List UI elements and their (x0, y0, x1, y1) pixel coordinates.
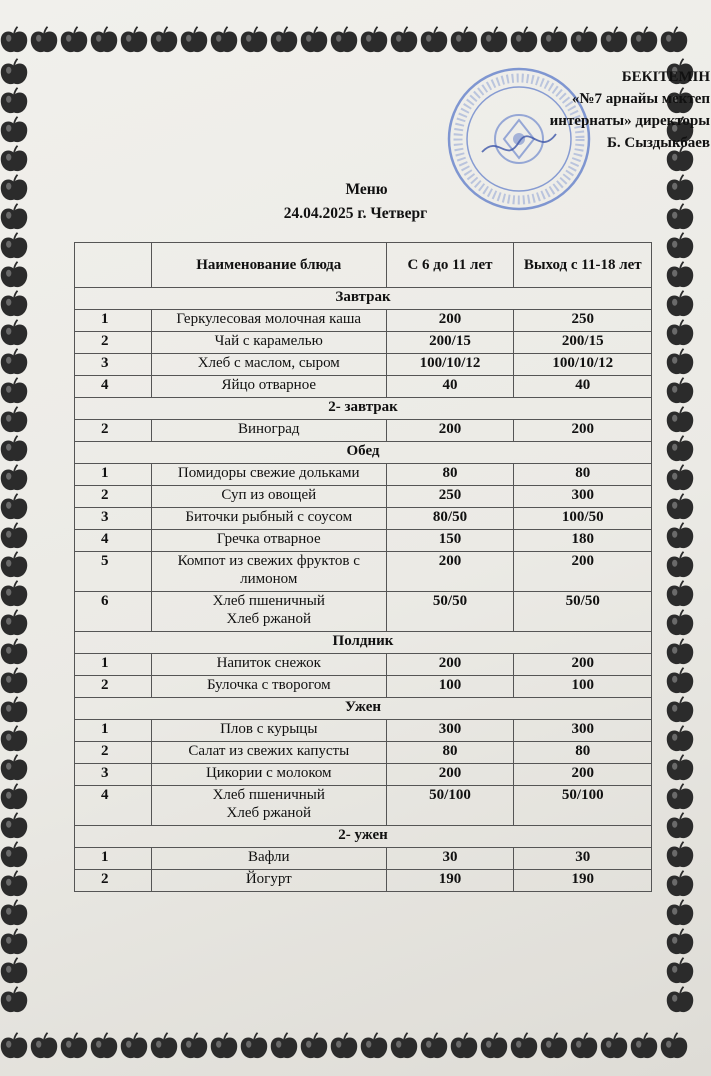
dish-name-line: Напиток снежок (216, 655, 321, 671)
apple-decoration-icon (1, 436, 27, 461)
apple-decoration-icon (241, 1033, 267, 1058)
portion-age-6-11: 80/50 (386, 508, 514, 530)
apple-decoration-icon (271, 27, 297, 52)
apple-decoration-icon (1, 378, 27, 403)
apple-decoration-icon (1, 146, 27, 171)
portion-age-6-11: 300 (386, 720, 514, 742)
apple-decoration-icon (667, 668, 693, 693)
row-number: 4 (75, 786, 152, 826)
apple-decoration-icon (361, 27, 387, 52)
apple-decoration-icon (667, 378, 693, 403)
meal-section-title: Завтрак (75, 288, 652, 310)
dish-name-line: Гречка отварное (216, 531, 321, 547)
apple-decoration-icon (1, 523, 27, 548)
dish-name (152, 310, 387, 332)
row-number: 1 (75, 654, 152, 676)
apple-decoration-icon (1, 610, 27, 635)
dish-name (152, 530, 387, 552)
portion-age-11-18: 300 (514, 486, 652, 508)
apple-decoration-icon (571, 1033, 597, 1058)
apple-decoration-icon (1, 27, 27, 52)
apple-decoration-icon (1, 668, 27, 693)
meal-section-row (75, 698, 652, 720)
apple-decoration-icon (661, 1033, 687, 1058)
table-row (75, 464, 652, 486)
apple-decoration-icon (667, 494, 693, 519)
apple-decoration-icon (121, 1033, 147, 1058)
apple-decoration-icon (667, 755, 693, 780)
dish-name (152, 354, 387, 376)
menu-table (74, 242, 652, 892)
apple-decoration-icon (421, 27, 447, 52)
row-number: 2 (75, 486, 152, 508)
apple-decoration-icon (661, 27, 687, 52)
apple-decoration-icon (211, 1033, 237, 1058)
apple-decoration-icon (667, 465, 693, 490)
table-row (75, 508, 652, 530)
apple-decoration-icon (667, 813, 693, 838)
apple-decoration-icon (1, 755, 27, 780)
portion-age-6-11: 200/15 (386, 332, 514, 354)
apple-decoration-icon (511, 1033, 537, 1058)
approval-title: БЕКІТЕМІН (621, 69, 710, 85)
row-number: 3 (75, 764, 152, 786)
apple-decoration-icon (1, 1033, 27, 1058)
apple-decoration-icon (151, 27, 177, 52)
approval-block (470, 66, 710, 154)
row-number: 2 (75, 420, 152, 442)
portion-age-11-18: 80 (514, 742, 652, 764)
dish-name-line: Хлеб пшеничный (212, 787, 325, 803)
portion-age-11-18: 200/15 (514, 332, 652, 354)
dish-name-line: Хлеб с маслом, сыром (197, 355, 340, 371)
portion-age-6-11: 80 (386, 742, 514, 764)
portion-age-11-18: 100/10/12 (514, 354, 652, 376)
table-row (75, 552, 652, 592)
dish-name-line: Чай с карамелью (214, 333, 323, 349)
row-number: 4 (75, 530, 152, 552)
table-row (75, 332, 652, 354)
column-header-number (75, 243, 152, 288)
portion-age-11-18: 80 (514, 464, 652, 486)
table-row (75, 742, 652, 764)
table-row (75, 420, 652, 442)
portion-age-6-11: 80 (386, 464, 514, 486)
portion-age-6-11: 200 (386, 420, 514, 442)
dish-name-line: Яйцо отварное (221, 377, 317, 393)
meal-section-row (75, 442, 652, 464)
apple-decoration-icon (151, 1033, 177, 1058)
dish-name-line: Булочка с творогом (206, 677, 331, 693)
row-number: 1 (75, 848, 152, 870)
portion-age-11-18: 200 (514, 420, 652, 442)
table-row (75, 764, 652, 786)
apple-decoration-icon (481, 1033, 507, 1058)
portion-age-6-11: 190 (386, 870, 514, 892)
apple-decoration-icon (1, 639, 27, 664)
dish-name (152, 848, 387, 870)
apple-decoration-icon (61, 1033, 87, 1058)
portion-age-6-11: 100 (386, 676, 514, 698)
apple-decoration-icon (667, 320, 693, 345)
apple-decoration-icon (1, 726, 27, 751)
dish-name (152, 592, 387, 632)
table-row (75, 676, 652, 698)
apple-decoration-icon (667, 842, 693, 867)
apple-decoration-icon (1, 552, 27, 577)
menu-date: 24.04.2025 г. Четверг (283, 205, 428, 222)
apple-decoration-icon (331, 27, 357, 52)
apple-decoration-icon (541, 27, 567, 52)
apple-decoration-icon (601, 1033, 627, 1058)
apple-decoration-icon (301, 27, 327, 52)
dish-name-line: Хлеб ржаной (226, 611, 311, 627)
table-row (75, 310, 652, 332)
dish-name-line: Хлеб ржаной (226, 805, 311, 821)
row-number: 3 (75, 508, 152, 530)
apple-decoration-icon (1, 958, 27, 983)
table-row (75, 786, 652, 826)
apple-decoration-icon (667, 610, 693, 635)
dish-name-line: Компот из свежих фруктов с (177, 553, 360, 569)
portion-age-11-18: 50/50 (514, 592, 652, 632)
apple-decoration-icon (31, 27, 57, 52)
dish-name (152, 786, 387, 826)
meal-section-row (75, 288, 652, 310)
apple-decoration-icon (31, 1033, 57, 1058)
dish-name (152, 676, 387, 698)
portion-age-11-18: 250 (514, 310, 652, 332)
apple-decoration-icon (667, 639, 693, 664)
meal-section-row (75, 826, 652, 848)
apple-decoration-icon (667, 436, 693, 461)
row-number: 5 (75, 552, 152, 592)
dish-name-line: Цикории с молоком (205, 765, 332, 781)
table-row (75, 720, 652, 742)
apple-decoration-icon (1, 320, 27, 345)
apple-decoration-icon (667, 697, 693, 722)
dish-name (152, 508, 387, 530)
portion-age-6-11: 30 (386, 848, 514, 870)
dish-name-line: Помидоры свежие дольками (177, 465, 360, 481)
apple-decoration-icon (361, 1033, 387, 1058)
table-row (75, 530, 652, 552)
portion-age-11-18: 200 (514, 654, 652, 676)
apple-decoration-icon (1, 59, 27, 84)
apple-decoration-icon (121, 27, 147, 52)
meal-section-title: 2- ужен (75, 826, 652, 848)
menu-title: Меню (345, 181, 388, 198)
apple-decoration-icon (1, 117, 27, 142)
apple-decoration-icon (601, 27, 627, 52)
dish-name (152, 720, 387, 742)
apple-decoration-icon (1, 929, 27, 954)
portion-age-6-11: 50/50 (386, 592, 514, 632)
apple-decoration-icon (667, 262, 693, 287)
apple-decoration-icon (667, 987, 693, 1012)
apple-decoration-icon (271, 1033, 297, 1058)
portion-age-11-18: 200 (514, 764, 652, 786)
apple-decoration-icon (667, 900, 693, 925)
apple-decoration-icon (667, 233, 693, 258)
table-row (75, 376, 652, 398)
table-row (75, 870, 652, 892)
column-header-dish: Наименование блюда (152, 243, 387, 288)
apple-decoration-icon (511, 27, 537, 52)
apple-decoration-icon (91, 1033, 117, 1058)
dish-name-line: лимоном (240, 571, 298, 587)
menu-header (0, 178, 711, 226)
dish-name-line: Йогурт (245, 871, 292, 887)
apple-decoration-icon (1, 88, 27, 113)
row-number: 1 (75, 464, 152, 486)
row-number: 2 (75, 742, 152, 764)
apple-decoration-icon (391, 1033, 417, 1058)
dish-name-line: Суп из овощей (221, 487, 317, 503)
dish-name-line: Вафли (247, 849, 290, 865)
dish-name-line: Геркулесовая молочная каша (176, 311, 362, 327)
apple-decoration-icon (1, 349, 27, 374)
meal-section-title: Ужен (75, 698, 652, 720)
apple-decoration-icon (1, 465, 27, 490)
dish-name (152, 870, 387, 892)
apple-decoration-icon (1, 697, 27, 722)
apple-decoration-icon (667, 523, 693, 548)
apple-decoration-icon (1, 233, 27, 258)
apple-decoration-icon (181, 1033, 207, 1058)
dish-name-line: Биточки рыбный с соусом (185, 509, 353, 525)
apple-decoration-icon (481, 27, 507, 52)
apple-decoration-icon (667, 929, 693, 954)
meal-section-row (75, 398, 652, 420)
dish-name (152, 764, 387, 786)
portion-age-6-11: 150 (386, 530, 514, 552)
apple-decoration-icon (61, 27, 87, 52)
table-header-row (75, 243, 652, 288)
apple-decoration-icon (331, 1033, 357, 1058)
portion-age-6-11: 50/100 (386, 786, 514, 826)
apple-decoration-icon (667, 726, 693, 751)
apple-decoration-icon (391, 27, 417, 52)
table-row (75, 654, 652, 676)
portion-age-11-18: 200 (514, 552, 652, 592)
apple-decoration-icon (1, 842, 27, 867)
apple-decoration-icon (571, 27, 597, 52)
meal-section-title: 2- завтрак (75, 398, 652, 420)
portion-age-6-11: 100/10/12 (386, 354, 514, 376)
portion-age-11-18: 190 (514, 870, 652, 892)
apple-decoration-icon (667, 552, 693, 577)
row-number: 2 (75, 676, 152, 698)
apple-decoration-icon (1, 581, 27, 606)
apple-decoration-icon (301, 1033, 327, 1058)
portion-age-11-18: 180 (514, 530, 652, 552)
portion-age-6-11: 200 (386, 310, 514, 332)
meal-section-title: Обед (75, 442, 652, 464)
apple-decoration-icon (181, 27, 207, 52)
table-row (75, 592, 652, 632)
row-number: 1 (75, 310, 152, 332)
apple-decoration-icon (667, 581, 693, 606)
column-header-age-11-18: Выход с 11-18 лет (514, 243, 652, 288)
portion-age-6-11: 40 (386, 376, 514, 398)
dish-name (152, 654, 387, 676)
portion-age-11-18: 30 (514, 848, 652, 870)
dish-name (152, 376, 387, 398)
apple-decoration-icon (211, 27, 237, 52)
dish-name-line: Виноград (237, 421, 300, 437)
apple-decoration-icon (451, 1033, 477, 1058)
row-number: 1 (75, 720, 152, 742)
dish-name (152, 464, 387, 486)
apple-decoration-icon (631, 1033, 657, 1058)
portion-age-11-18: 40 (514, 376, 652, 398)
portion-age-6-11: 250 (386, 486, 514, 508)
apple-decoration-icon (1, 494, 27, 519)
apple-decoration-icon (667, 958, 693, 983)
portion-age-6-11: 200 (386, 654, 514, 676)
row-number: 2 (75, 332, 152, 354)
apple-decoration-icon (1, 900, 27, 925)
portion-age-11-18: 300 (514, 720, 652, 742)
meal-section-title: Полдник (75, 632, 652, 654)
row-number: 2 (75, 870, 152, 892)
dish-name (152, 332, 387, 354)
approval-role: интернаты» директоры (549, 113, 710, 129)
apple-decoration-icon (631, 27, 657, 52)
apple-decoration-icon (1, 871, 27, 896)
table-row (75, 486, 652, 508)
apple-decoration-icon (1, 987, 27, 1012)
apple-decoration-icon (1, 784, 27, 809)
dish-name (152, 420, 387, 442)
apple-decoration-icon (667, 349, 693, 374)
apple-decoration-icon (667, 407, 693, 432)
row-number: 3 (75, 354, 152, 376)
table-row (75, 354, 652, 376)
apple-decoration-icon (667, 291, 693, 316)
apple-decoration-icon (241, 27, 267, 52)
dish-name-line: Хлеб пшеничный (212, 593, 325, 609)
dish-name-line: Плов с курыцы (220, 721, 318, 737)
row-number: 4 (75, 376, 152, 398)
apple-decoration-icon (667, 871, 693, 896)
dish-name (152, 486, 387, 508)
approval-school: «№7 арнайы мектеп (571, 91, 710, 107)
apple-decoration-icon (541, 1033, 567, 1058)
portion-age-11-18: 50/100 (514, 786, 652, 826)
dish-name-line: Салат из свежих капусты (188, 743, 350, 759)
apple-decoration-icon (1, 262, 27, 287)
approval-director-name: Б. Сыздыкбаев (606, 135, 710, 151)
portion-age-11-18: 100/50 (514, 508, 652, 530)
apple-decoration-icon (1, 291, 27, 316)
portion-age-6-11: 200 (386, 552, 514, 592)
column-header-age-6-11: С 6 до 11 лет (386, 243, 514, 288)
table-row (75, 848, 652, 870)
meal-section-row (75, 632, 652, 654)
portion-age-6-11: 200 (386, 764, 514, 786)
apple-decoration-icon (667, 784, 693, 809)
apple-decoration-icon (421, 1033, 447, 1058)
dish-name (152, 552, 387, 592)
apple-decoration-icon (91, 27, 117, 52)
row-number: 6 (75, 592, 152, 632)
apple-decoration-icon (451, 27, 477, 52)
portion-age-11-18: 100 (514, 676, 652, 698)
dish-name (152, 742, 387, 764)
apple-decoration-icon (1, 407, 27, 432)
apple-decoration-icon (1, 813, 27, 838)
